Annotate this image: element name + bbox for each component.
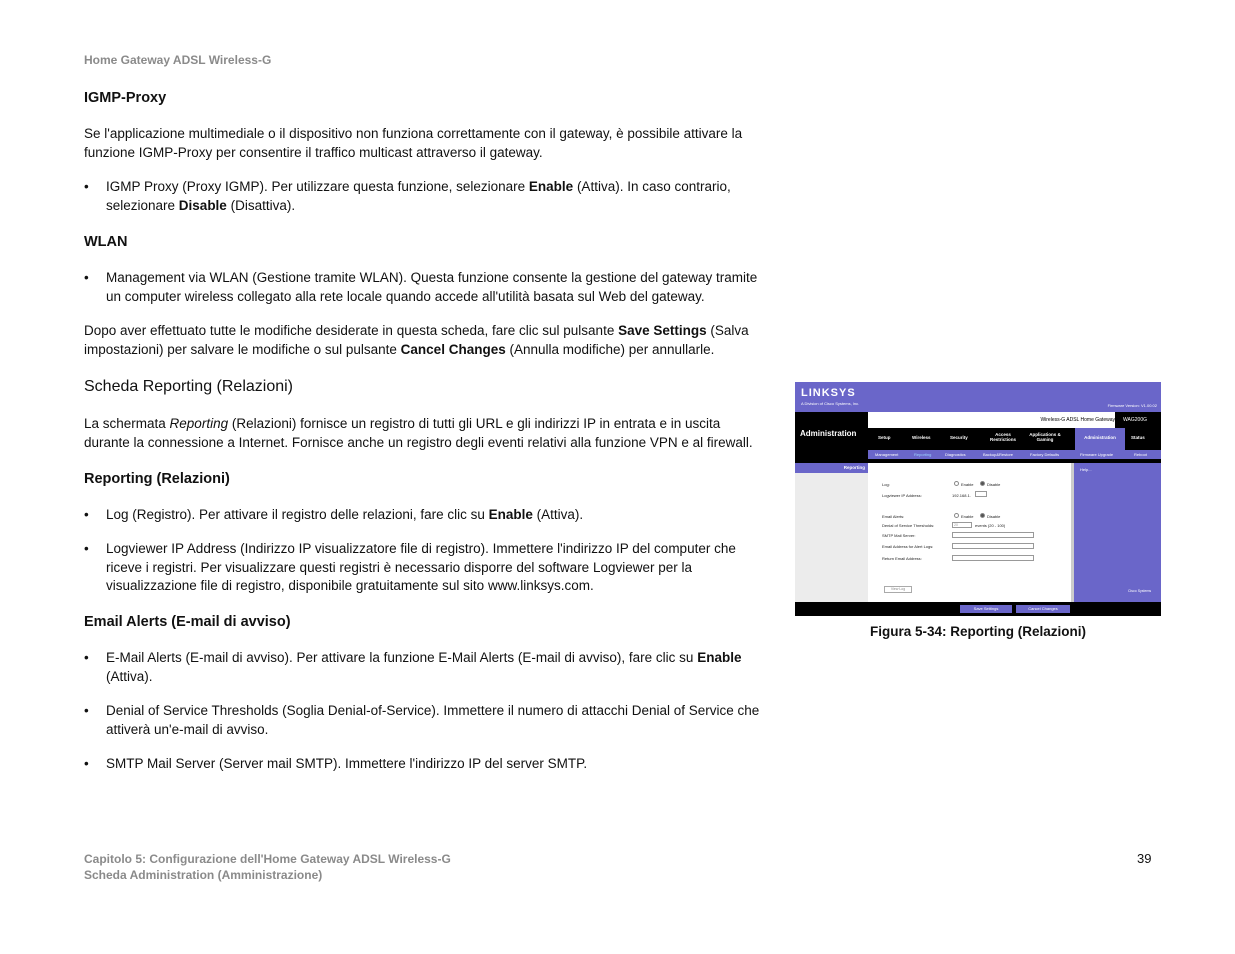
dos-bullet-line2: attiverà un'e-mail di avviso. xyxy=(106,721,269,737)
linksys-logo: LINKSYS xyxy=(801,387,856,399)
alert-email-input[interactable] xyxy=(952,543,1034,549)
logviewer-prefix: 192.168.1. xyxy=(952,493,971,498)
tab-wireless[interactable]: Wireless xyxy=(912,435,931,440)
model-name: WAG200G xyxy=(1115,412,1161,428)
reporting-tab-intro xyxy=(84,415,764,452)
subtab-backup-restore[interactable]: Backup&Restore xyxy=(983,452,1014,457)
figure-caption: Figura 5-34: Reporting (Relazioni) xyxy=(869,624,1086,639)
page-number: 39 xyxy=(1137,851,1152,866)
help-panel xyxy=(1074,463,1161,602)
tab-security[interactable]: Security xyxy=(950,435,968,440)
subtab-diagnostics[interactable]: Diagnostics xyxy=(945,452,966,457)
main-tabs xyxy=(868,428,1161,450)
smtp-bullet-line: SMTP Mail Server (Server mail SMTP). Immettere l'indirizzo IP del server SMTP. xyxy=(106,756,588,771)
save-paragraph xyxy=(84,322,764,359)
log-bullet-line: Log (Registro). Per attivare il registro delle relazioni, fare clic su Enable (Attiva). xyxy=(106,507,584,522)
dos-hint: events (20 - 100) xyxy=(975,523,1006,528)
dos-bullet-line1: Denial of Service Thresholds (Soglia Denial-of-Service). Immettere il numero di attacchi Denial of Service che xyxy=(106,703,760,718)
logviewer-input[interactable] xyxy=(975,491,987,497)
log-disable-label: Disable xyxy=(987,482,1001,487)
return-email-label: Return Email Address: xyxy=(882,556,922,561)
view-log-button[interactable]: View Log xyxy=(884,586,912,593)
return-email-input[interactable] xyxy=(952,555,1034,561)
save-settings-button[interactable]: Save Settings xyxy=(960,605,1012,613)
log-bullet xyxy=(84,506,766,525)
subtab-reboot[interactable]: Reboot xyxy=(1134,452,1147,457)
igmp-intro-line1: Se l'applicazione multimediale o il dispositivo non funziona correttamente con il gateway, è possibile attivare la xyxy=(84,126,743,141)
page-footer xyxy=(84,851,451,883)
bullet-dot: • xyxy=(84,703,89,718)
dos-input[interactable]: 20 xyxy=(952,522,972,528)
email-bullet xyxy=(84,649,766,686)
bullet-dot: • xyxy=(84,270,89,285)
logviewer-line2: riceve i registri. Per visualizzare questi registri è necessario disporre del software Logviewer per la xyxy=(106,559,692,575)
help-link[interactable]: Help... xyxy=(1080,467,1092,472)
log-enable-radio[interactable] xyxy=(954,481,959,486)
tab-status[interactable]: Status xyxy=(1131,435,1145,440)
cancel-changes-button[interactable]: Cancel Changes xyxy=(1016,605,1070,613)
logviewer-label: Logviewer IP Address: xyxy=(882,493,922,498)
email-disable-label: Disable xyxy=(987,514,1001,519)
alert-email-label: Email Address for Alert Logs: xyxy=(882,544,934,549)
igmp-bullet-line1: IGMP Proxy (Proxy IGMP). Per utilizzare questa funzione, selezionare Enable (Attiva). In caso contrario, xyxy=(106,179,731,194)
wlan-bullet-line2: un computer wireless collegato alla rete locale quando accede all'utilità basata sul Web del gateway. xyxy=(106,288,705,304)
reporting-screenshot xyxy=(795,382,1161,616)
subtab-reporting[interactable]: Reporting xyxy=(914,452,932,457)
reporting-tab-heading: Scheda Reporting (Relazioni) xyxy=(84,378,293,395)
left-panel-header: Reporting xyxy=(795,463,868,473)
bullet-dot: • xyxy=(84,756,89,771)
log-enable-label: Enable xyxy=(961,482,974,487)
dos-bullet xyxy=(84,702,796,739)
cisco-logo: Cisco Systems xyxy=(1128,589,1152,593)
product-name: Wireless-G ADSL Home Gateway xyxy=(1040,417,1115,423)
reporting-tab-line1: La schermata Reporting (Relazioni) fornisce un registro di tutti gli URL e gli indirizzi IP in entrata e in uscita xyxy=(84,416,721,431)
sub-tabs xyxy=(868,450,1161,459)
tab-administration[interactable]: Administration xyxy=(1084,435,1116,440)
wlan-bullet xyxy=(84,269,766,306)
tab-applications-gaming[interactable]: Applications & Gaming xyxy=(1029,432,1061,442)
footer-chapter: Capitolo 5: Configurazione dell'Home Gateway ADSL Wireless-G xyxy=(84,852,451,866)
igmp-intro-line2: funzione IGMP-Proxy per consentire il traffico multicast attraverso il gateway. xyxy=(84,144,543,160)
email-heading: Email Alerts (E-mail di avviso) xyxy=(84,614,291,630)
smtp-bullet xyxy=(84,755,766,774)
bullet-dot: • xyxy=(84,179,89,194)
linksys-logo-sub: A Division of Cisco Systems, Inc. xyxy=(801,401,860,406)
footer-section: Scheda Administration (Amministrazione) xyxy=(84,868,323,882)
log-disable-radio[interactable] xyxy=(980,481,985,486)
firmware-version: Firmware Version: V1.00.02 xyxy=(1107,403,1157,408)
logviewer-line3: visualizzazione file di registro, disponibile gratuitamente sul sito www.linksys.com. xyxy=(106,578,594,593)
linksys-banner xyxy=(795,382,1161,412)
wlan-bullet-line1: Management via WLAN (Gestione tramite WLAN). Questa funzione consente la gestione del gateway tramite xyxy=(106,270,758,285)
button-bar xyxy=(868,602,1161,616)
smtp-label: SMTP Mail Server: xyxy=(882,533,916,538)
smtp-input[interactable] xyxy=(952,532,1034,538)
email-alerts-label: Email Alerts: xyxy=(882,514,905,519)
wlan-heading: WLAN xyxy=(84,234,128,250)
logviewer-line1: Logviewer IP Address (Indirizzo IP visualizzatore file di registro). Immettere l'indirizzo IP del computer che xyxy=(106,541,736,556)
email-bullet-line1: E-Mail Alerts (E-mail di avviso). Per attivare la funzione E-Mail Alerts (E-mail di avviso), fare clic su Enable xyxy=(106,650,742,665)
reporting-form xyxy=(868,463,1074,602)
subtab-factory-defaults[interactable]: Factory Defaults xyxy=(1030,452,1060,457)
subtab-management[interactable]: Management xyxy=(875,452,899,457)
reporting-heading: Reporting (Relazioni) xyxy=(84,471,230,487)
bullet-dot: • xyxy=(84,650,89,665)
igmp-bullet-line2: selezionare Disable (Disattiva). xyxy=(106,197,296,213)
email-disable-radio[interactable] xyxy=(980,513,985,518)
reporting-tab-line2: durante la connessione a Internet. Fornisce anche un registro degli eventi relativi alla funzione VPN e al firewall. xyxy=(84,434,753,450)
bullet-dot: • xyxy=(84,541,89,556)
log-label: Log: xyxy=(882,482,890,487)
bullet-dot: • xyxy=(84,507,89,522)
tab-access-restrictions[interactable]: Access Restrictions xyxy=(989,432,1016,442)
tab-setup[interactable]: Setup xyxy=(878,435,891,440)
email-enable-radio[interactable] xyxy=(954,513,959,518)
igmp-bullet xyxy=(84,178,766,215)
section-title: Administration xyxy=(795,412,868,459)
running-header: Home Gateway ADSL Wireless-G xyxy=(84,53,272,67)
logviewer-bullet xyxy=(84,540,766,596)
save-line2: impostazioni) per salvare le modifiche o sul pulsante Cancel Changes (Annulla modifiche) per annullarle. xyxy=(84,341,715,357)
email-bullet-line2: (Attiva). xyxy=(106,668,153,684)
igmp-intro xyxy=(84,125,764,162)
left-panel-body xyxy=(795,473,868,602)
product-bar xyxy=(868,412,1161,428)
subtab-firmware-upgrade[interactable]: Firmware Upgrade xyxy=(1080,452,1114,457)
email-enable-label: Enable xyxy=(961,514,974,519)
dos-label: Denial of Service Thresholds: xyxy=(882,523,935,528)
igmp-heading: IGMP-Proxy xyxy=(84,90,167,106)
save-line1: Dopo aver effettuato tutte le modifiche desiderate in questa scheda, fare clic sul pulsante Save Settings (Salva xyxy=(84,323,749,338)
